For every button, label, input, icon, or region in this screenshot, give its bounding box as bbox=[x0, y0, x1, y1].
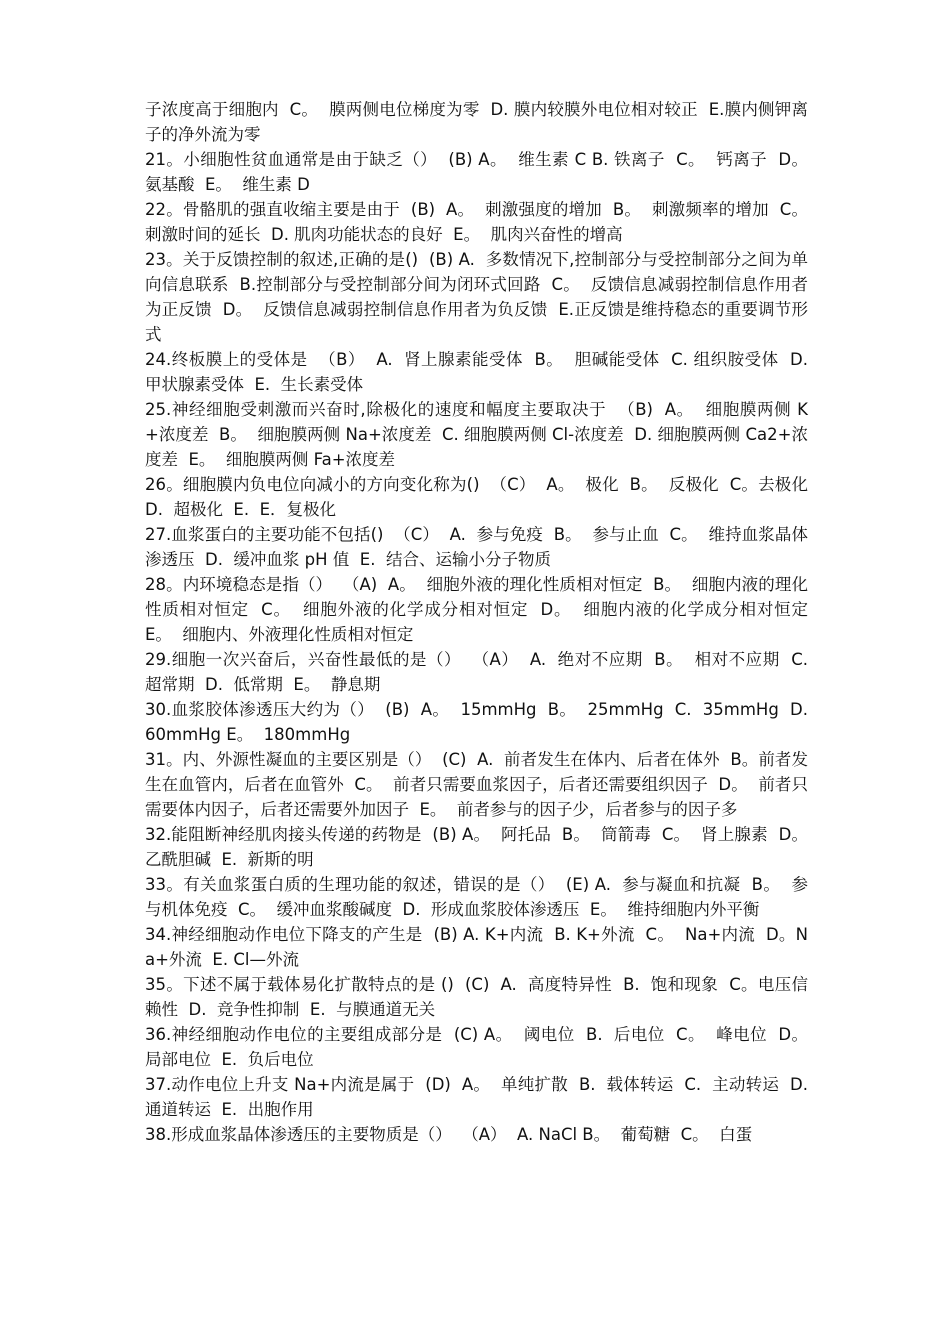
paragraph-q20-tail: 子浓度高于细胞内 C。 膜两侧电位梯度为零 D. 膜内较膜外电位相对较正 E.膜内侧钾离子的净外流为零 bbox=[145, 100, 808, 144]
paragraph-q32: 32.能阻断神经肌肉接头传递的药物是 (B) A。 阿托品 B。 筒箭毒 C。 肾上腺素 D。 乙酰胆碱 E. 新斯的明 bbox=[145, 825, 819, 869]
paragraph-q23: 23。关于反馈控制的叙述,正确的是() (B) A. 多数情况下,控制部分与受控制部分之间为单向信息联系 B.控制部分与受控制部分间为闭环式回路 C。 反馈信息减弱控制信息作用者为正反馈 D。 反馈信息减弱控制信息作用者为负反馈 E.正反馈是维持稳态的重要调节形式 bbox=[145, 250, 808, 344]
paragraph-q26: 26。细胞膜内负电位向减小的方向变化称为() （C） A。 极化 B。 反极化 C。去极化 D. 超极化 E. E．复极化 bbox=[145, 475, 819, 519]
paragraph-q22: 22。骨骼肌的强直收缩主要是由于 (B) A。 刺激强度的增加 B。 刺激频率的增加 C。 刺激时间的延长 D. 肌肉功能状态的良好 E。 肌肉兴奋性的增高 bbox=[145, 200, 819, 244]
paragraph-q29: 29.细胞一次兴奋后，兴奋性最低的是（） （A） A. 绝对不应期 B。 相对不应期 C. 超常期 D. 低常期 E。 静息期 bbox=[145, 650, 819, 694]
paragraph-q38: 38.形成血浆晶体渗透压的主要物质是（） （A） A. NaCl B。 葡萄糖 C。 白蛋 bbox=[145, 1125, 753, 1144]
paragraph-q28: 28。内环境稳态是指（） （A) A。 细胞外液的理化性质相对恒定 B。 细胞内液的理化性质相对恒定 C。 细胞外液的化学成分相对恒定 D。 细胞内液的化学成分相对恒定 E。 细胞内、外液理化性质相对恒定 bbox=[145, 575, 819, 644]
document-page bbox=[145, 97, 819, 1147]
paragraph-q37: 37.动作电位上升支 Na+内流是属于 (D) A。 单纯扩散 B. 载体转运 C. 主动转运 D. 通道转运 E. 出胞作用 bbox=[145, 1075, 819, 1119]
paragraph-q30: 30.血浆胶体渗透压大约为（） (B) A。 15mmHg B。 25mmHg C. 35mmHg D. 60mmHg E。 180mmHg bbox=[145, 700, 814, 744]
paragraph-q25: 25.神经细胞受刺激而兴奋时,除极化的速度和幅度主要取决于 （B) A。 细胞膜两侧 K+浓度差 B。 细胞膜两侧 Na+浓度差 C. 细胞膜两侧 Cl-浓度差 D. 细胞膜两侧 Ca2+浓度差 E。 细胞膜两侧 Fa+浓度差 bbox=[145, 400, 808, 469]
paragraph-q33: 33。有关血浆蛋白质的生理功能的叙述，错误的是（） (E) A. 参与凝血和抗凝 B。 参与机体免疫 C。 缓冲血浆酸碱度 D. 形成血浆胶体渗透压 E。 维持细胞内外平衡 bbox=[145, 875, 808, 919]
paragraph-q27: 27.血浆蛋白的主要功能不包括() （C） A. 参与免疫 B。 参与止血 C。 维持血浆晶体渗透压 D. 缓冲血浆 pH 值 E. 结合、运输小分子物质 bbox=[145, 525, 808, 569]
paragraph-q31: 31。内、外源性凝血的主要区别是（） (C) A. 前者发生在体内、后者在体外 B。前者发生在血管内，后者在血管外 C。 前者只需要血浆因子，后者还需要组织因子 D。 前者只需要体内因子，后者还需要外加因子 E。 前者参与的因子少，后者参与的因子多 bbox=[145, 750, 808, 819]
paragraph-q35: 35。下述不属于载体易化扩散特点的是 () (C) A. 高度特异性 B. 饱和现象 C。电压信赖性 D. 竞争性抑制 E. 与膜通道无关 bbox=[145, 975, 808, 1019]
paragraph-q36: 36.神经细胞动作电位的主要组成部分是 (C) A。 阈电位 B. 后电位 C。 峰电位 D。 局部电位 E. 负后电位 bbox=[145, 1025, 819, 1069]
paragraph-q24: 24.终板膜上的受体是 （B） A. 肾上腺素能受体 B。 胆碱能受体 C. 组织胺受体 D. 甲状腺素受体 E. 生长素受体 bbox=[145, 350, 819, 394]
paragraph-q34: 34.神经细胞动作电位下降支的产生是 (B) A. K+内流 B. K+外流 C。 Na+内流 D。Na+外流 E. Cl—外流 bbox=[145, 925, 808, 969]
paragraph-q21: 21。小细胞性贫血通常是由于缺乏（） (B) A。 维生素 C B. 铁离子 C。 钙离子 D。 氨基酸 E。 维生素 D bbox=[145, 150, 819, 194]
